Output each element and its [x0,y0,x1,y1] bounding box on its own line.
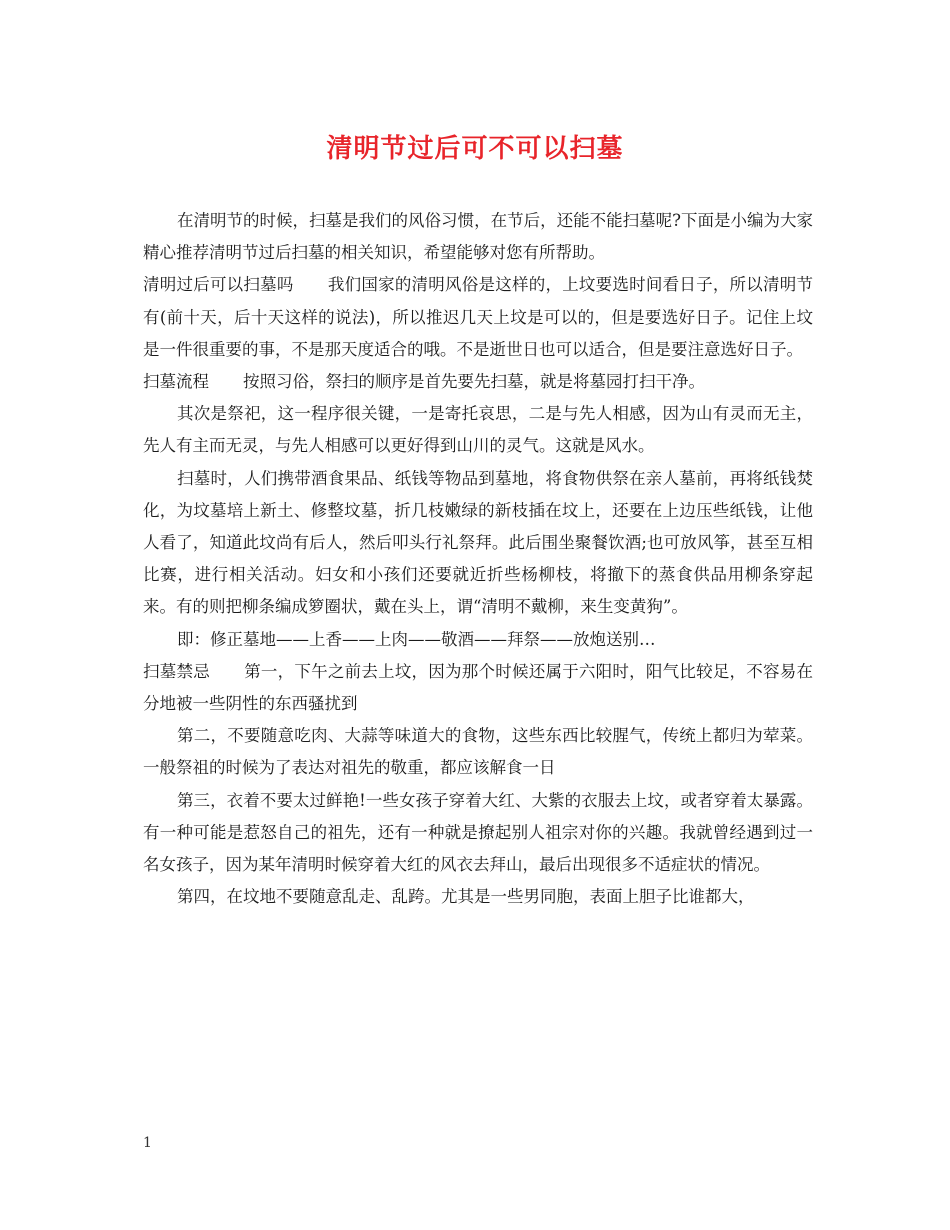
paragraph-intro: 在清明节的时候，扫墓是我们的风俗习惯，在节后，还能不能扫墓呢?下面是小编为大家精心推荐清明节过后扫墓的相关知识，希望能够对您有所帮助。 [143,211,813,263]
paragraph-worship: 其次是祭祀，这一程序很关键，一是寄托哀思，二是与先人相感，因为山有灵而无主，先人有主而无灵，与先人相感可以更好得到山川的灵气。这就是风水。 [143,404,813,456]
paragraph-sweeping-customs: 扫墓时，人们携带酒食果品、纸钱等物品到墓地，将食物供祭在亲人墓前，再将纸钱焚化，为坟墓培上新土、修整坟墓，折几枝嫩绿的新枝插在坟上，还要在上边压些纸钱，让他人看了，知道此坟尚有后人，然后叩头行礼祭拜。此后围坐聚餐饮酒;也可放风筝，甚至互相比赛，进行相关活动。妇女和小孩们还要就近折些杨柳枝，将撤下的蒸食供品用柳条穿起来。有的则把柳条编成箩圈状，戴在头上，谓“清明不戴柳，来生变黄狗”。 [143,468,813,617]
paragraph-taboo-2: 第二，不要随意吃肉、大蒜等味道大的食物，这些东西比较腥气，传统上都归为荤菜。一般祭祖的时候为了表达对祖先的敬重，都应该解食一日 [143,726,813,778]
page-title: 清明节过后可不可以扫墓 [326,134,624,164]
section-text-can-sweep: 我们国家的清明风俗是这样的，上坟要选时间看日子，所以清明节有(前十天，后十天这样的说法)，所以推迟几天上坟是可以的，但是要选好日子。记住上坟是一件很重要的事，不是那天度适合的哦。不是逝世日也可以适合，但是要注意选好日子。 [143,275,814,359]
page-number: 1 [143,1135,152,1151]
section-text-taboos: 第一，下午之前去上坟，因为那个时候还属于六阳时，阳气比较足，不容易在分地被一些阴性的东西骚扰到 [143,661,814,714]
paragraph-taboo-4: 第四，在坟地不要随意乱走、乱跨。尤其是一些男同胞，表面上胆子比谁都大， [177,887,755,907]
paragraph-steps: 即：修正墓地——上香——上肉——敬酒——拜祭——放炮送别… [177,629,656,649]
paragraph-process [143,366,813,398]
document-body [143,205,813,913]
paragraph-taboo-3: 第三，衣着不要太过鲜艳!一些女孩子穿着大红、大紫的衣服去上坟，或者穿着太暴露。有一种可能是惹怒自己的祖先，还有一种就是撩起别人祖宗对你的兴趣。我就曾经遇到过一名女孩子，因为某年清明时候穿着大红的风衣去拜山，最后出现很多不适症状的情况。 [143,790,813,875]
section-heading-taboos: 扫墓禁忌 [143,661,210,681]
section-heading-can-sweep: 清明过后可以扫墓吗 [143,275,294,295]
section-heading-process: 扫墓流程 [143,372,209,392]
section-text-process: 按照习俗，祭扫的顺序是首先要先扫墓，就是将墓园打扫干净。 [243,372,705,392]
paragraph-can-sweep [143,269,813,366]
paragraph-taboos [143,656,813,720]
